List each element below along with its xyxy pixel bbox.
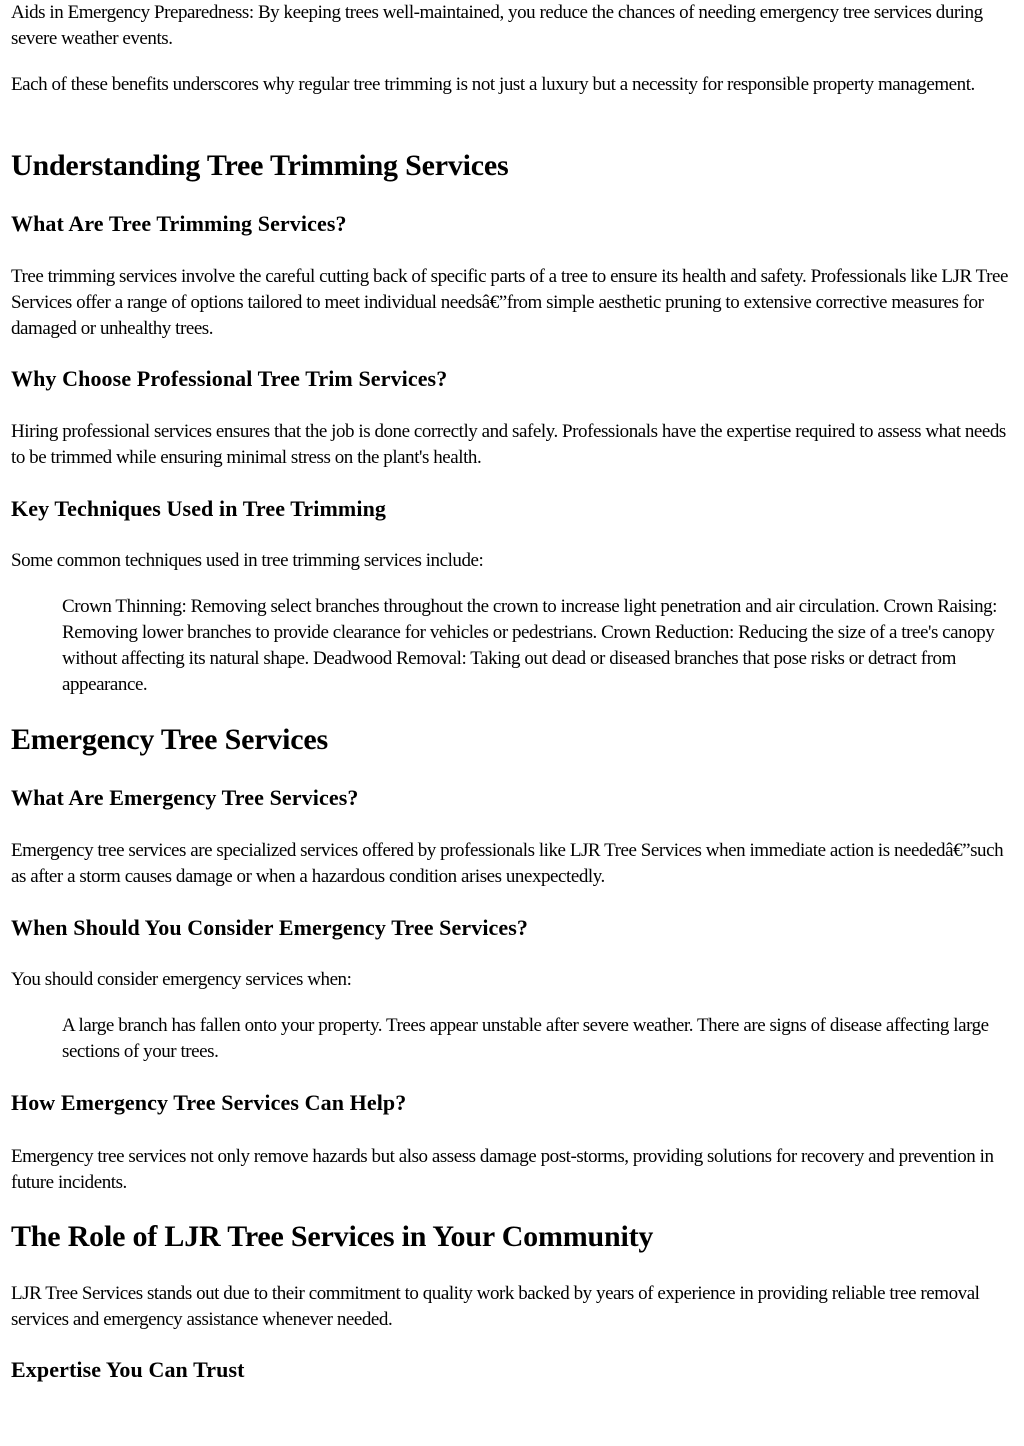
heading-what-are-tree-trimming-services: What Are Tree Trimming Services? <box>11 211 347 236</box>
paragraph-role-of-ljr-tree-services: LJR Tree Services stands out due to their commitment to quality work backed by years of experience in providing reliable tree removal services and emergency assistance whenever needed. <box>11 1283 980 1330</box>
paragraph-what-are-tree-trimming-services: Tree trimming services involve the careful cutting back of specific parts of a tree to ensure its health and safety. Professionals like LJR Tree Services offer a range of options tailored to meet individual needsâ€”from simple aesthetic pruning to extensive corrective measures for damaged or unhealthy trees. <box>11 266 1008 339</box>
paragraph-when-should-you-consider-intro: You should consider emergency services when: <box>11 969 352 990</box>
paragraph-emergency-preparedness: Aids in Emergency Preparedness: By keeping trees well-maintained, you reduce the chances of needing emergency tree services during severe weather events. <box>11 2 983 49</box>
heading-when-should-you-consider: When Should You Consider Emergency Tree Services? <box>11 915 529 940</box>
heading-understanding-tree-trimming: Understanding Tree Trimming Services <box>11 149 509 182</box>
heading-what-are-emergency-tree-services: What Are Emergency Tree Services? <box>11 785 359 810</box>
paragraph-what-are-emergency-tree-services: Emergency tree services are specialized services offered by professionals like LJR Tree Services when immediate action is neededâ€”such as after a storm causes damage or when a hazardous condition arises unexpectedly. <box>11 840 1004 887</box>
heading-expertise-you-can-trust: Expertise You Can Trust <box>11 1357 245 1382</box>
heading-emergency-tree-services: Emergency Tree Services <box>11 723 328 756</box>
heading-how-emergency-services-can-help: How Emergency Tree Services Can Help? <box>11 1090 407 1115</box>
heading-why-choose-professional: Why Choose Professional Tree Trim Services? <box>11 366 448 391</box>
blockquote-key-techniques-list: Crown Thinning: Removing select branches throughout the crown to increase light penetration and air circulation. Crown Raising: Removing lower branches to provide clearance for vehicles or pedestrians. Crown Reduction: Reducing the size of a tree's canopy without affecting its natural shape. Deadwood Removal: Taking out dead or diseased branches that pose risks or detract from appearance. <box>62 596 998 695</box>
heading-role-of-ljr-tree-services: The Role of LJR Tree Services in Your Community <box>11 1220 654 1253</box>
heading-key-techniques: Key Techniques Used in Tree Trimming <box>11 496 387 521</box>
paragraph-why-choose-professional: Hiring professional services ensures that the job is done correctly and safely. Professionals have the expertise required to assess what needs to be trimmed while ensuring minimal stress on the plant's health. <box>11 421 1006 468</box>
blockquote-when-should-you-consider-list: A large branch has fallen onto your property. Trees appear unstable after severe weather. There are signs of disease affecting large sections of your trees. <box>62 1015 989 1062</box>
paragraph-key-techniques-intro: Some common techniques used in tree trimming services include: <box>11 550 484 571</box>
paragraph-benefits-summary: Each of these benefits underscores why regular tree trimming is not just a luxury but a necessity for responsible property management. <box>11 74 975 95</box>
paragraph-how-emergency-services-can-help: Emergency tree services not only remove hazards but also assess damage post-storms, providing solutions for recovery and prevention in future incidents. <box>11 1146 994 1193</box>
